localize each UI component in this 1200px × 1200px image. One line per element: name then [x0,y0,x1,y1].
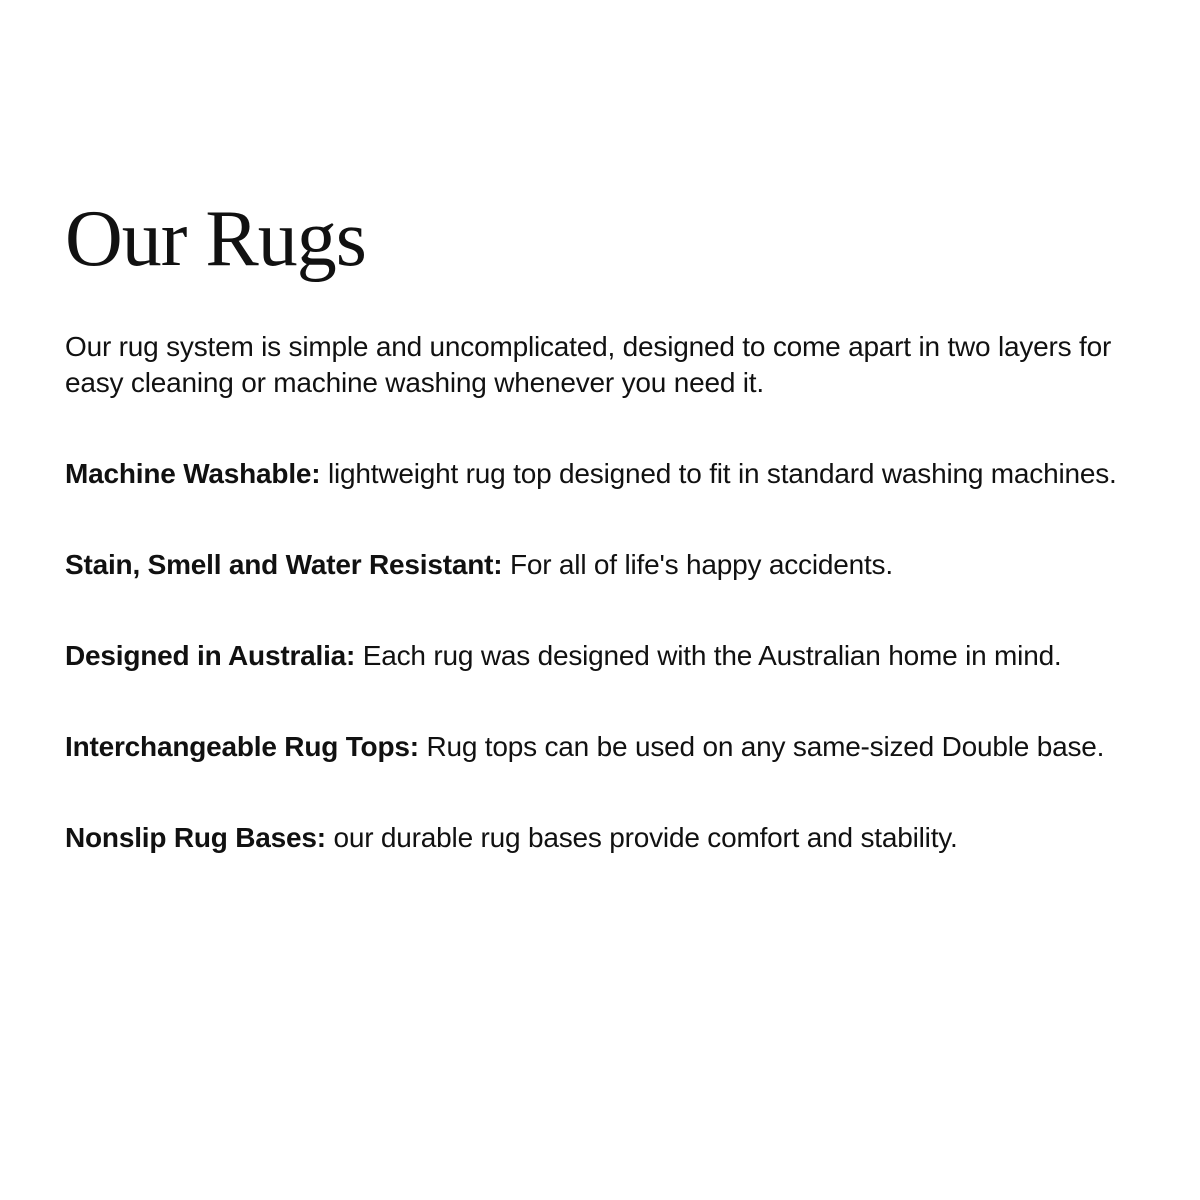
feature-item [65,456,1127,492]
feature-text: lightweight rug top designed to fit in standard washing machines. [328,458,1117,489]
feature-label: Nonslip Rug Bases: [65,822,326,853]
feature-text: our durable rug bases provide comfort and stability. [333,822,958,853]
intro-paragraph: Our rug system is simple and uncomplicated, designed to come apart in two layers for easy cleaning or machine washing whenever you need it. [65,331,1112,398]
feature-text: Each rug was designed with the Australian home in mind. [362,640,1062,671]
feature-label: Stain, Smell and Water Resistant: [65,549,503,580]
feature-item [65,820,1127,856]
feature-text: For all of life's happy accidents. [509,549,893,580]
feature-item [65,547,1127,583]
feature-label: Interchangeable Rug Tops: [65,731,419,762]
feature-text: Rug tops can be used on any same-sized Double base. [426,731,1105,762]
feature-label: Machine Washable: [65,458,321,489]
feature-item [65,729,1127,765]
feature-label: Designed in Australia: [65,640,356,671]
feature-item [65,638,1127,674]
page-title: Our Rugs [65,195,366,283]
